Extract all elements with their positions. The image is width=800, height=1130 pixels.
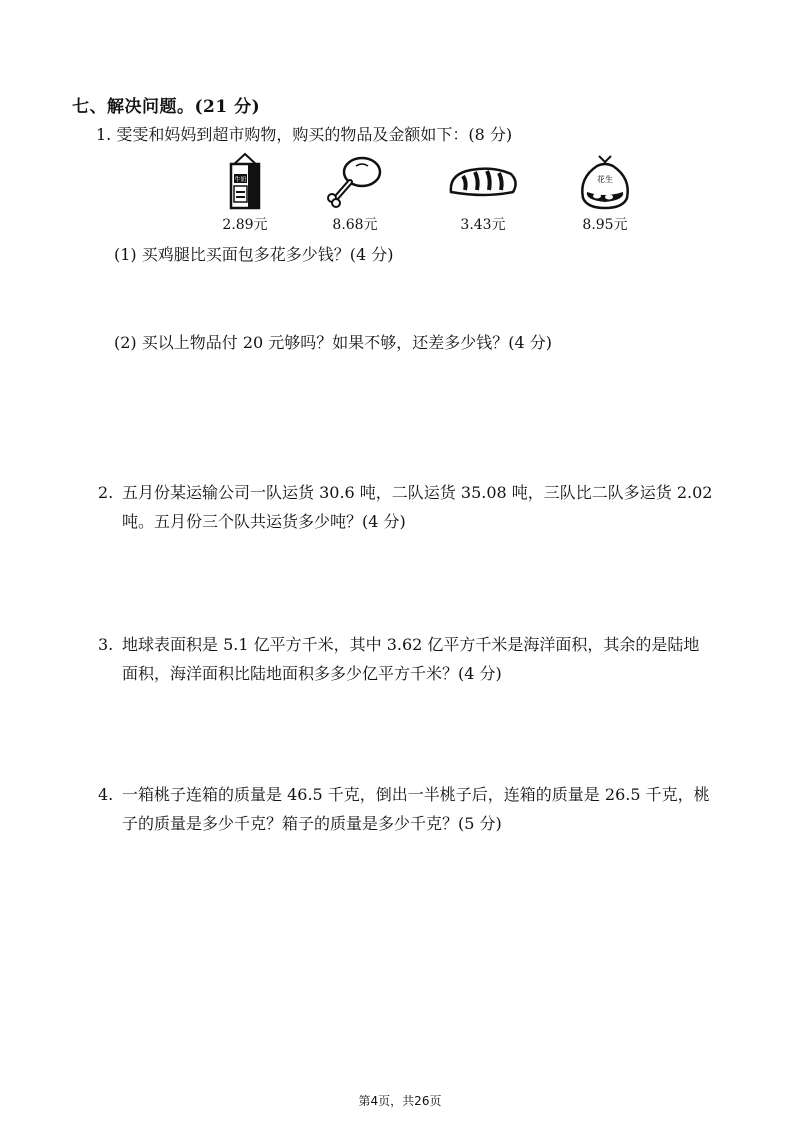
question-number: 4. xyxy=(98,785,114,804)
question-number: 2. xyxy=(98,483,114,502)
item-price: 8.68元 xyxy=(332,217,378,233)
chicken-leg-icon xyxy=(320,152,390,210)
page-footer: 第4页，共26页 xyxy=(358,1094,442,1108)
shopping-items xyxy=(200,152,660,242)
question-2-line-2: 吨。五月份三个队共运货多少吨？(4 分) xyxy=(122,512,406,531)
question-number: 3. xyxy=(98,635,114,654)
question-3-line-2: 面积，海洋面积比陆地面积多多少亿平方千米？(4 分) xyxy=(122,664,502,683)
item-price: 3.43元 xyxy=(460,217,506,233)
milk-carton-icon xyxy=(220,152,270,210)
question-1-part-1: (1) 买鸡腿比买面包多花多少钱？(4 分) xyxy=(114,245,394,264)
question-1-part-2: (2) 买以上物品付 20 元够吗？如果不够，还差多少钱？(4 分) xyxy=(114,333,553,352)
question-3 xyxy=(98,630,738,688)
bread-icon xyxy=(445,152,521,210)
question-1-stem: 1. 雯雯和妈妈到超市购物，购买的物品及金额如下：(8 分) xyxy=(96,125,513,144)
question-2-line-1: 五月份某运输公司一队运货 30.6 吨，二队运货 35.08 吨，三队比二队多运货 2.02 xyxy=(122,483,713,502)
peanut-bag-icon xyxy=(575,152,635,210)
question-4-line-2: 子的质量是多少千克？箱子的质量是多少千克？(5 分) xyxy=(122,814,502,833)
question-4 xyxy=(98,780,738,838)
item-bread xyxy=(438,152,528,233)
svg-text:花生: 花生 xyxy=(597,175,613,184)
item-price: 8.95元 xyxy=(582,217,628,233)
question-4-line-1: 一箱桃子连箱的质量是 46.5 千克，倒出一半桃子后，连箱的质量是 26.5 千克，桃 xyxy=(122,785,710,804)
item-peanut xyxy=(560,152,650,233)
question-3-line-1: 地球表面积是 5.1 亿平方千米，其中 3.62 亿平方千米是海洋面积，其余的是陆地 xyxy=(122,635,700,654)
section-title: 七、解决问题。(21 分) xyxy=(72,97,261,117)
svg-text:牛奶: 牛奶 xyxy=(234,176,247,184)
item-milk xyxy=(200,152,290,233)
question-2 xyxy=(98,478,738,536)
item-chicken-leg xyxy=(310,152,400,233)
item-price: 2.89元 xyxy=(222,217,268,233)
